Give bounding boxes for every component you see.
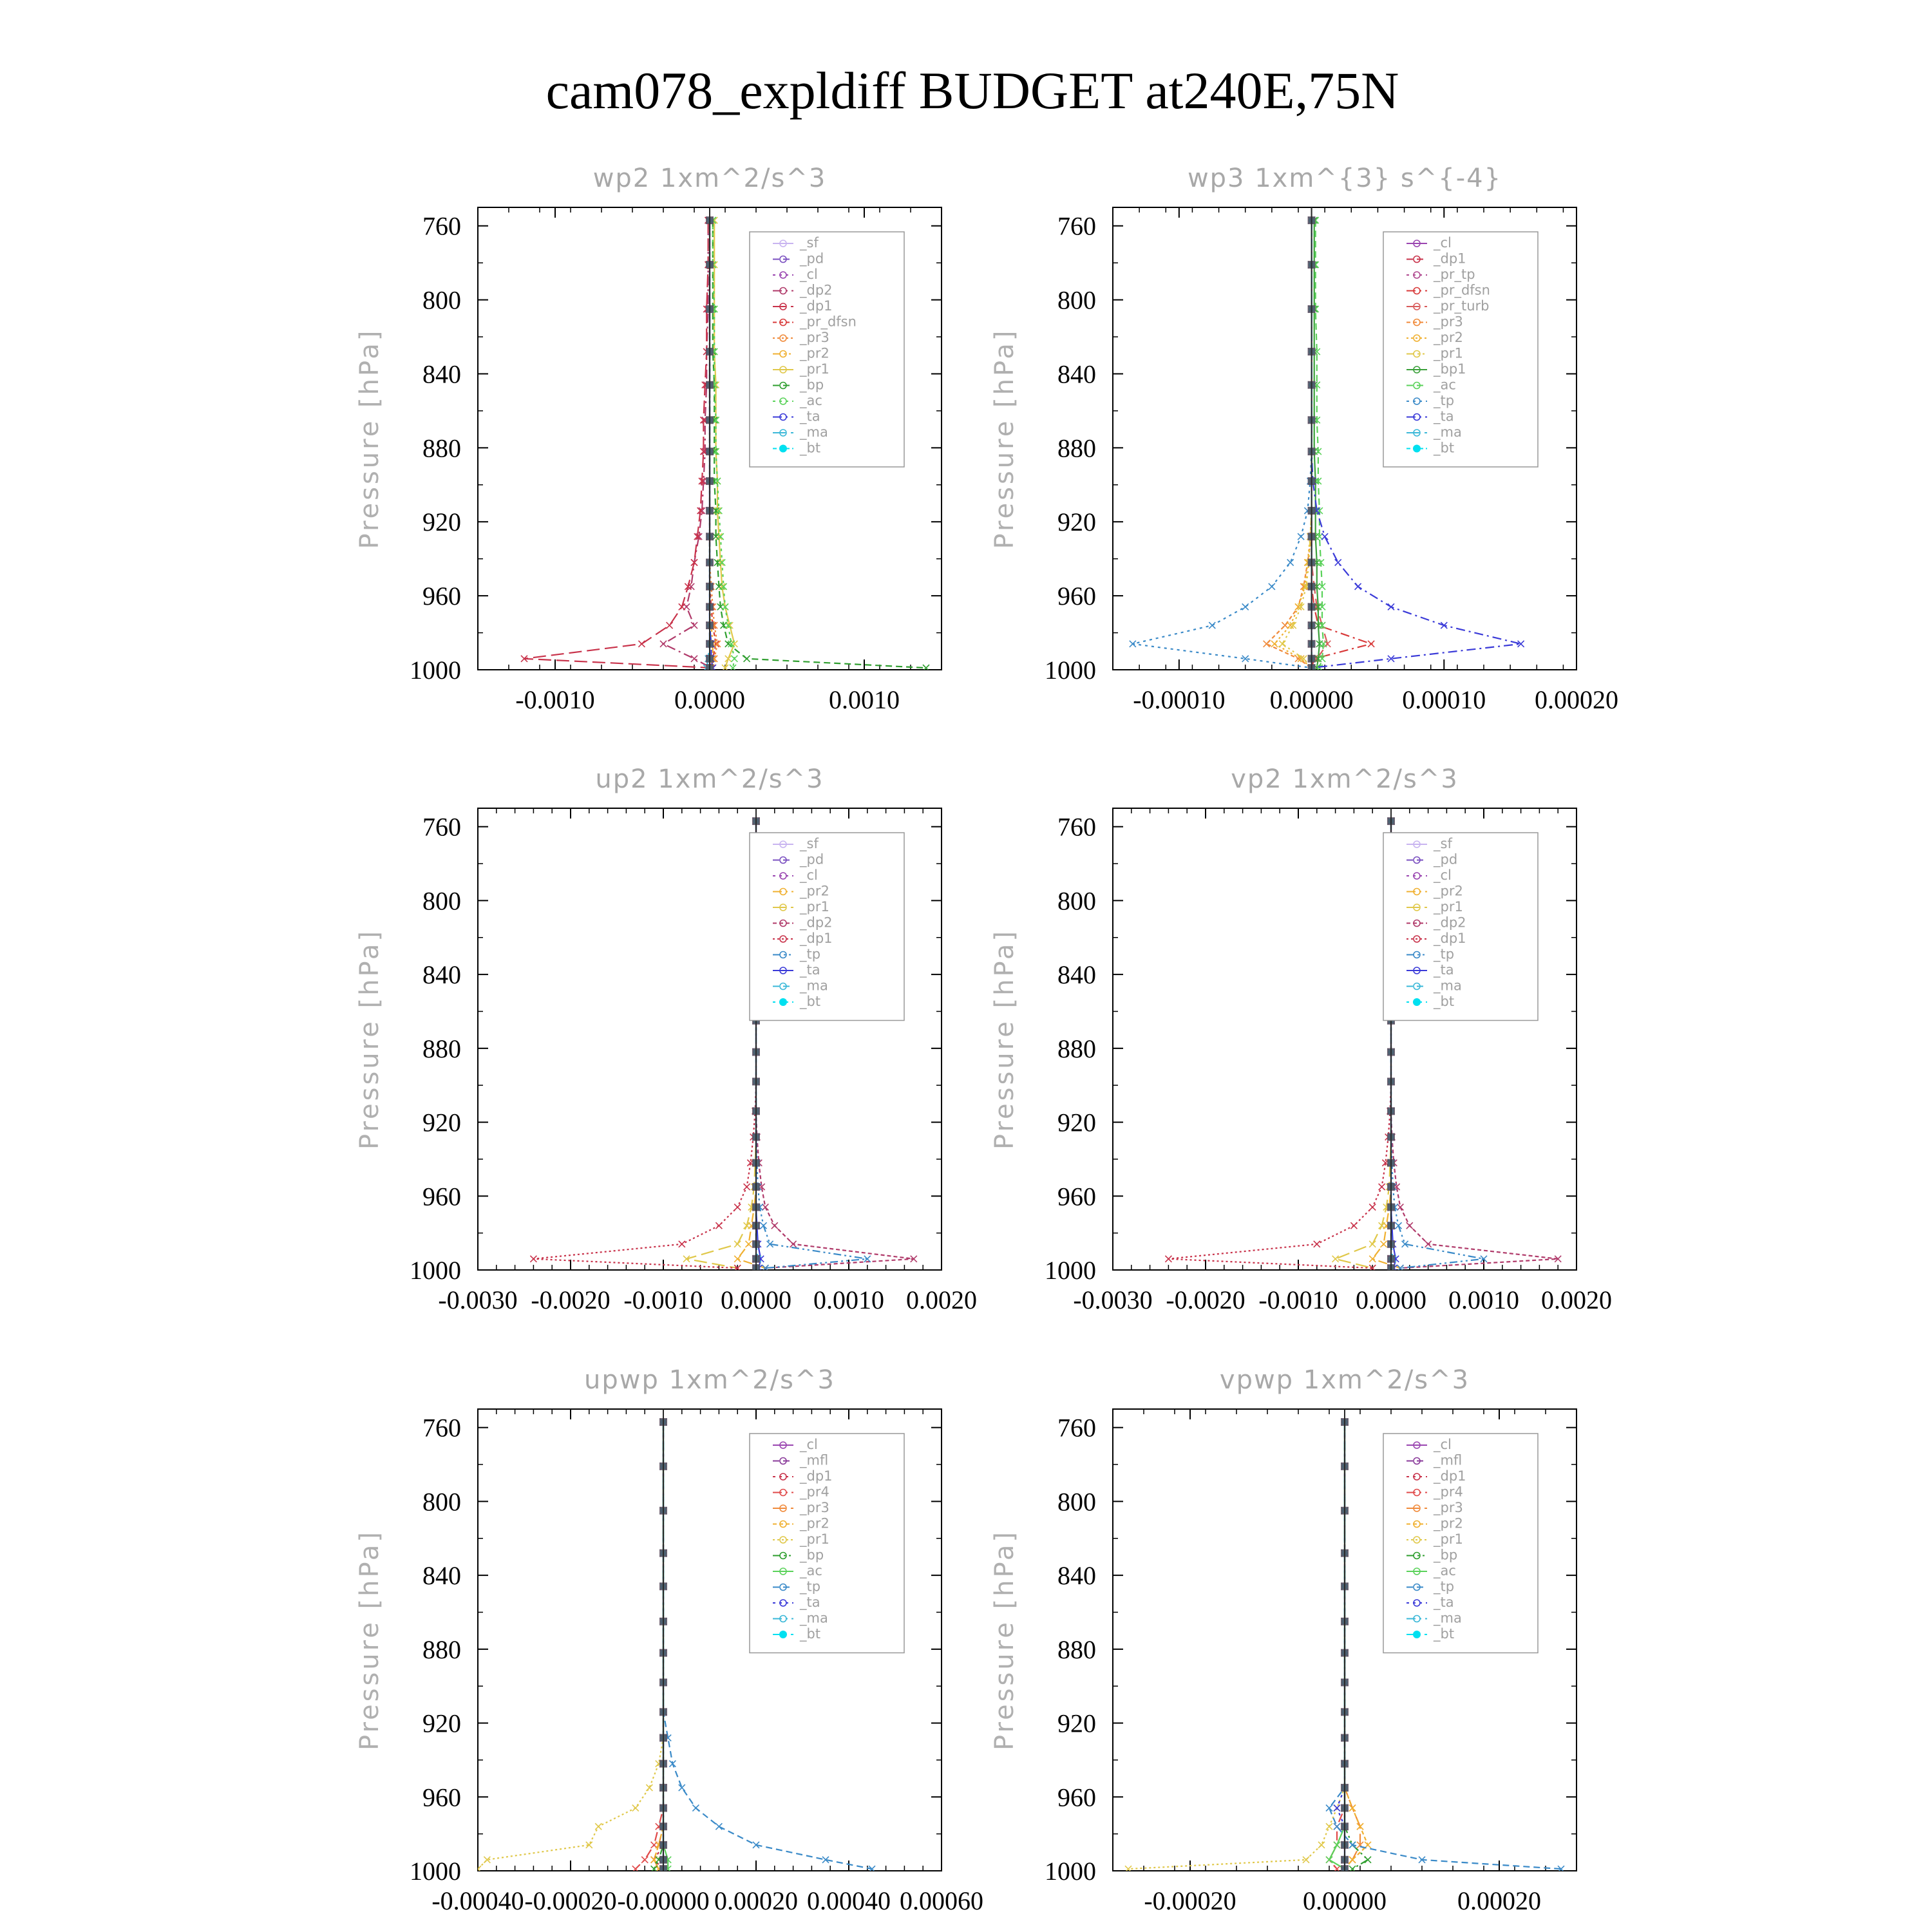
y-tick-label: 760 [422,211,461,241]
data-point-_dp1 [530,1256,536,1262]
legend-label: _pr3 [1434,1500,1463,1515]
data-point-_ta [1334,1804,1340,1811]
legend-label: _pr2 [800,883,829,899]
x-tick-label: -0.00010 [1133,685,1226,714]
legend-label: _ma [1434,1610,1462,1626]
y-axis-label: Pressure [hPa] [355,328,384,549]
data-point-_pr1 [734,1241,741,1247]
legend-label: _sf [1434,836,1452,851]
data-point-_tp [761,1222,767,1229]
y-tick-label: 960 [422,582,461,611]
x-tick-label: -0.00020 [524,1886,617,1915]
data-point-_pr1 [725,656,732,662]
legend [1383,232,1538,467]
data-point-_dp2 [790,1241,797,1247]
legend-label: _pr3 [1434,314,1463,330]
series-line-_bp [654,1422,663,1869]
legend-label: _pr1 [800,899,829,914]
data-point-_dp1 [1165,1256,1171,1262]
data-point-_tp [1130,641,1136,647]
y-tick-label: 960 [1057,582,1096,611]
panel-5 [990,1365,1577,1915]
legend-label: _pr1 [1434,1531,1463,1547]
panel-0 [355,164,942,714]
data-point-_tp [1269,583,1275,590]
y-tick-label: 960 [1057,1182,1096,1211]
y-tick-label: 840 [1057,960,1096,990]
y-tick-label: 1000 [1045,1256,1096,1285]
y-tick-label: 880 [422,1634,461,1664]
panel-1 [990,164,1618,714]
legend-label: _cl [1434,1437,1452,1452]
data-point-_ac [731,656,737,662]
y-tick-label: 840 [1057,359,1096,389]
legend-label: _cl [1434,235,1452,251]
legend-label: _bp [1434,1547,1458,1563]
x-tick-label: 0.0000 [674,685,745,714]
legend-label: _pr2 [800,1515,829,1531]
legend-label: _pd [1434,851,1458,867]
data-point-_dp2 [1397,1204,1403,1210]
legend [1383,833,1538,1021]
series-line-_pr3 [1267,220,1312,668]
x-tick-label: 0.0010 [1448,1285,1519,1314]
legend-label: _pr3 [800,1500,829,1515]
legend-swatch-marker [1413,445,1421,453]
legend-label: _ma [800,978,828,994]
y-axis-label: Pressure [hPa] [990,929,1019,1150]
legend-label: _tp [1434,393,1455,408]
panel-2 [355,764,977,1314]
legend-swatch-marker [1413,998,1421,1006]
legend [1383,1434,1538,1653]
x-tick-label: 0.0020 [1541,1285,1612,1314]
data-point-_pr1 [1326,1823,1332,1830]
y-tick-label: 760 [1057,812,1096,842]
data-point-_pr4 [641,1857,648,1863]
data-point-_tp [1298,533,1304,540]
y-tick-label: 920 [422,1108,461,1137]
legend-label: _bp1 [1434,361,1466,377]
legend-label: _ma [800,1610,828,1626]
legend-label: _bt [800,994,821,1009]
series-line-_pr1 [1282,220,1311,668]
x-tick-label: 0.0000 [1356,1285,1426,1314]
y-tick-label: 840 [422,1561,461,1591]
legend-label: _dp1 [800,931,833,946]
x-tick-label: -0.0030 [438,1285,518,1314]
data-point-_tp [1326,1804,1332,1811]
legend-label: _ac [1434,1563,1456,1578]
data-point-_bp [744,656,750,662]
legend-label: _bp [800,377,824,393]
legend-label: _pr2 [800,345,829,361]
x-tick-label: -0.00000 [617,1886,710,1915]
data-point-_dp2 [660,641,667,647]
series-line-_pr1 [478,1422,663,1869]
legend-label: _ac [800,1563,822,1578]
legend-label: _dp1 [1434,251,1466,267]
data-point-_dp2 [1425,1241,1432,1247]
legend-label: _pr4 [1434,1484,1463,1500]
legend-label: _cl [800,267,818,282]
series-line-_ac [1329,1422,1345,1869]
data-point-_tp [692,1804,699,1811]
data-point-_tp [1242,603,1249,610]
data-point-_pr1 [1332,1256,1339,1262]
data-point-_pr2 [1271,641,1278,647]
panel-title: vp2 1xm^2/s^3 [1231,764,1459,794]
data-point-_ta [1388,603,1394,610]
x-tick-label: 0.0020 [906,1285,977,1314]
data-point-_ac [1334,1842,1340,1848]
data-point-_dp2 [691,622,697,629]
legend-label: _ta [1434,408,1454,424]
series-line-_pr3 [654,1422,663,1869]
legend-label: _dp2 [800,914,833,931]
data-point-_tp [1396,1222,1402,1229]
legend-label: _ac [1434,377,1456,393]
y-tick-label: 1000 [1045,656,1096,685]
data-point-_dp1 [1350,1222,1357,1229]
y-tick-label: 760 [1057,211,1096,241]
legend-label: _sf [800,235,819,251]
series-line-_dp1 [524,220,713,668]
series-line-_tp [1133,220,1312,668]
data-point-_pr1 [646,1785,652,1791]
legend-swatch-marker [779,998,787,1006]
series-line-_dp1 [654,1422,663,1869]
y-tick-label: 880 [1057,1634,1096,1664]
data-point-_pr2 [1369,1256,1376,1262]
y-axis-label: Pressure [hPa] [990,1530,1019,1750]
y-tick-label: 1000 [410,656,461,685]
x-tick-label: -0.0010 [1258,1285,1338,1314]
panel-title: upwp 1xm^2/s^3 [584,1365,835,1395]
data-point-_pr_dfsn [1368,641,1374,647]
data-point-_dp1 [1379,1184,1385,1190]
y-tick-label: 800 [1057,1487,1096,1517]
legend-label: _pr1 [1434,345,1463,361]
legend-label: _mfl [1434,1452,1463,1468]
panel-title: up2 1xm^2/s^3 [595,764,824,794]
data-point-_dp1 [744,1184,750,1190]
data-point-_pr3 [1282,622,1288,629]
x-tick-label: 0.0010 [829,685,900,714]
legend-label: _pr_turb [1434,298,1490,314]
y-tick-label: 880 [1057,1034,1096,1063]
series-line-_pr2 [1274,220,1312,668]
legend-label: _dp2 [800,282,833,298]
series-line-_dp1 [533,821,756,1268]
y-tick-label: 800 [422,285,461,315]
series-line-_bp [1345,1422,1368,1869]
y-tick-label: 760 [422,1413,461,1443]
x-tick-label: 0.00010 [1402,685,1486,714]
legend-label: _dp2 [1434,914,1466,931]
x-tick-label: 0.00060 [900,1886,983,1915]
data-point-_bp [1365,1857,1371,1863]
data-point-_dp1 [667,622,673,629]
series-line-_dp1 [1168,821,1391,1268]
x-tick-label: 0.00000 [1303,1886,1387,1915]
y-tick-label: 880 [422,1034,461,1063]
data-point-_pr2 [1349,1804,1356,1811]
legend-label: _pr2 [1434,883,1463,899]
figure-title: cam078_expldiff BUDGET at240E,75N [545,61,1399,120]
legend-label: _cl [1434,867,1452,883]
data-point-_pr3 [1264,641,1270,647]
legend-label: _ta [800,1595,820,1610]
y-tick-label: 960 [422,1182,461,1211]
data-point-_pr2 [1349,1857,1356,1863]
y-tick-label: 840 [1057,1561,1096,1591]
y-tick-label: 960 [422,1783,461,1812]
data-point-_pr2 [1357,1823,1363,1830]
data-point-_dp1 [734,1204,741,1210]
legend-label: _ma [800,424,828,440]
x-tick-label: -0.00020 [1144,1886,1236,1915]
legend-label: _dp1 [1434,1468,1466,1484]
y-tick-label: 880 [1057,433,1096,463]
legend-label: _pr2 [1434,330,1463,345]
legend-label: _pr2 [1434,1515,1463,1531]
series-line-_pr2 [1345,1422,1368,1869]
y-tick-label: 1000 [410,1857,461,1886]
panel-title: wp2 1xm^2/s^3 [592,164,827,193]
x-tick-label: -0.0010 [623,1285,703,1314]
data-point-_pr2 [734,1256,741,1262]
data-point-_tp [1209,622,1215,629]
series-line-_pr2 [654,1422,663,1869]
data-point-_bp [725,641,732,647]
x-tick-label: -0.0010 [515,685,595,714]
legend-label: _tp [1434,946,1455,962]
data-point-_pr1 [595,1823,601,1830]
y-tick-label: 920 [422,1709,461,1738]
data-point-_ta [1335,559,1341,565]
series-line-_pr3 [1345,1422,1360,1869]
y-tick-label: 1000 [410,1256,461,1285]
data-point-_dp1 [1314,1241,1320,1247]
data-point-_pr2 [1380,1241,1387,1247]
y-tick-label: 760 [1057,1413,1096,1443]
y-tick-label: 800 [422,886,461,916]
legend-label: _dp1 [800,298,833,314]
legend-label: _pd [800,851,824,867]
data-point-_pr2 [745,1241,752,1247]
x-tick-label: 0.0010 [813,1285,884,1314]
legend [750,1434,904,1653]
data-point-_dp2 [1406,1222,1413,1229]
data-point-_dp2 [772,1222,778,1229]
legend-label: _ac [800,393,822,408]
legend-swatch-marker [779,445,787,453]
data-point-_ta [1321,533,1328,540]
x-tick-label: 0.0000 [721,1285,791,1314]
series-line-_ta [1337,1422,1345,1869]
legend-label: _ta [1434,962,1454,978]
y-tick-label: 920 [1057,1709,1096,1738]
y-tick-label: 920 [1057,1108,1096,1137]
data-point-_pr1 [1279,641,1285,647]
data-point-_tp [1287,559,1294,565]
legend-label: _bt [1434,994,1455,1009]
data-point-_ta [1355,583,1361,590]
legend-label: _pr4 [800,1484,829,1500]
x-tick-label: -0.0030 [1073,1285,1153,1314]
x-tick-label: 0.00020 [1535,685,1618,714]
x-tick-label: 0.00000 [1269,685,1354,714]
legend-label: _bt [1434,440,1455,456]
legend-label: _bt [1434,1626,1455,1642]
data-point-_pr1 [632,1804,639,1811]
y-tick-label: 840 [422,960,461,990]
y-tick-label: 920 [422,507,461,537]
legend-label: _cl [800,1437,818,1452]
x-tick-label: 0.00040 [807,1886,891,1915]
data-point-_dp2 [762,1204,768,1210]
legend-label: _pr1 [800,361,829,377]
y-tick-label: 880 [422,433,461,463]
data-point-_dp1 [638,641,645,647]
legend-label: _ma [1434,978,1462,994]
panel-title: wp3 1xm^{3} s^{-4} [1187,164,1502,193]
x-tick-label: 0.00020 [1457,1886,1541,1915]
x-tick-label: -0.0020 [1166,1285,1245,1314]
data-point-_pr1 [1318,1842,1325,1848]
data-point-_dp1 [715,1222,722,1229]
data-point-_tp [1334,1823,1340,1830]
legend-label: _pr_tp [1434,267,1475,282]
series-line-_pr1 [1336,821,1391,1268]
legend-label: _tp [1434,1578,1455,1595]
legend-label: _pr1 [1434,899,1463,914]
y-tick-label: 840 [422,359,461,389]
legend [750,232,904,467]
data-point-_tp [679,1785,685,1791]
y-tick-label: 1000 [1045,1857,1096,1886]
legend-label: _sf [800,836,819,851]
legend-label: _pr1 [800,1531,829,1547]
legend-label: _mfl [800,1452,829,1468]
data-point-_dp1 [679,1241,685,1247]
y-axis-label: Pressure [hPa] [355,1530,384,1750]
legend-label: _pr3 [800,330,829,345]
legend-label: _bt [800,1626,821,1642]
x-tick-label: -0.00040 [431,1886,524,1915]
legend [750,833,904,1021]
legend-label: _dp1 [800,1468,833,1484]
y-axis-label: Pressure [hPa] [355,929,384,1150]
y-tick-label: 800 [422,1487,461,1517]
y-tick-label: 760 [422,812,461,842]
legend-label: _pr_dfsn [1434,282,1490,298]
legend-label: _cl [800,867,818,883]
x-tick-label: -0.0020 [531,1285,611,1314]
y-axis-label: Pressure [hPa] [990,328,1019,549]
data-point-_ac [1326,1857,1332,1863]
y-tick-label: 800 [1057,285,1096,315]
y-tick-label: 800 [1057,886,1096,916]
panel-3 [990,764,1612,1314]
data-point-_pr1 [1369,1241,1376,1247]
legend-swatch-marker [779,1631,787,1638]
x-tick-label: 0.00020 [714,1886,798,1915]
legend-swatch-marker [1413,1631,1421,1638]
legend-label: _pd [800,251,824,267]
series-line-_pr4 [1329,1422,1345,1869]
data-point-_tp [715,1823,722,1830]
legend-label: _ta [800,408,820,424]
panels [355,164,1618,1915]
series-line-_pr1 [1128,1422,1345,1869]
legend-label: _tp [800,946,821,962]
legend-label: _ta [800,962,820,978]
data-point-_dp1 [1369,1204,1376,1210]
y-tick-label: 960 [1057,1783,1096,1812]
y-tick-label: 920 [1057,507,1096,537]
legend-label: _bt [800,440,821,456]
legend-label: _pr_dfsn [800,314,857,330]
series-line-_pr1 [687,821,756,1268]
legend-label: _ta [1434,1595,1454,1610]
series-line-_pr_dfsn [1312,220,1372,668]
legend-label: _dp1 [1434,931,1466,946]
data-point-_dp2 [691,656,697,662]
panel-title: vpwp 1xm^2/s^3 [1219,1365,1470,1395]
legend-label: _bp [800,1547,824,1563]
legend-label: _ma [1434,424,1462,440]
panel-4 [355,1365,983,1915]
legend-label: _tp [800,1578,821,1595]
